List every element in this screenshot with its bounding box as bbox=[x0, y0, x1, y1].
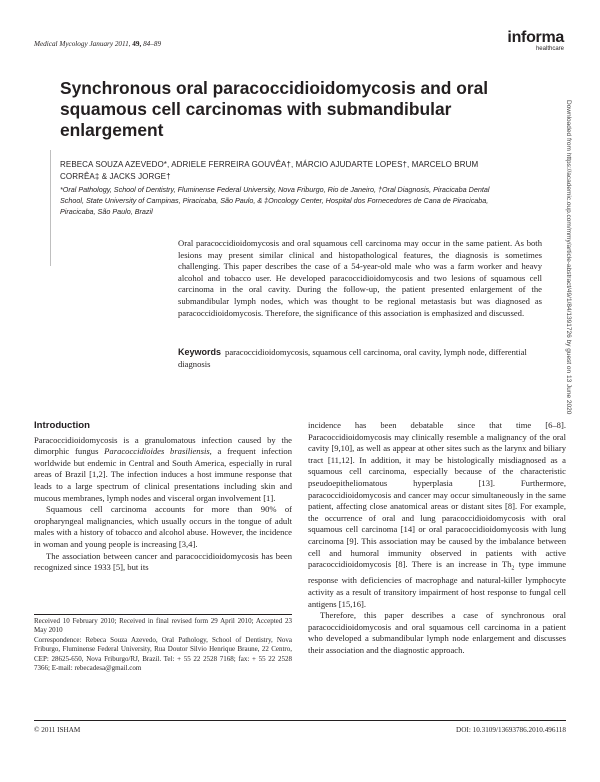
correspondence: Correspondence: Rebeca Souza Azevedo, Oral Pathology, School of Dentistry, Nova Friburgo, Fluminense Federal University, Rua Doutor Silvio Henrique Braune, 22 Centro, CEP: 28625-650, Nova Friburgo/RJ, Brazil. Tel: + 55 22 2528 7168; fax: + 55 22 2528 7366; E-mail: rebecadesa@gmail.com bbox=[34, 635, 292, 673]
author-list: REBECA SOUZA AZEVEDO*, ADRIELE FERREIRA GOUVÊA†, MÁRCIO AJUDARTE LOPES†, MARCELO BRUM CORRÊA‡ & JACKS JORGE† bbox=[60, 160, 479, 181]
keywords-label: Keywords bbox=[178, 347, 222, 357]
journal-name: Medical Mycology bbox=[34, 40, 88, 48]
section-heading-introduction: Introduction bbox=[34, 420, 90, 431]
paragraph: Paracoccidioidomycosis is a granulomatous infection caused by the dimorphic fungus Paracoccidioides brasiliensis, a frequent infection worldwide but endemic in Central and South America, especially in rural areas of Brazil [1,2]. The infection induces a host immune response that leads to a large spectrum of clinical presentations including skin and mucous membranes, lymph nodes and visceral organ involvement [1]. bbox=[34, 434, 292, 503]
footnotes bbox=[34, 617, 292, 673]
copyright: © 2011 ISHAM bbox=[34, 726, 81, 734]
paragraph: incidence has been debatable since that time [6–8]. Paracoccidioidomycosis may clinically resemble a malignancy of the oral cavity [9,10], as well as appear at other sites such as the larynx and biliary tract [11,12]. In addition, it may be histologically misdiagnosed as a squamous cell carcinoma, especially because of the characteristic pseudoepitheliomatous hyperplasia [13]. Furthermore, paracoccidioidomycosis and cancer may occur simultaneously in the same patient, affecting close anatomical areas or distant sites [8]. For example, the occurrence of oral and lung paracoccidioidomycosis with oral squamous cell carcinoma [14] or oral paracoccidioidomycosis with lung carcinoma [9]. This association may be caused by the imbalance between cell and humoral immunity observed in patients with active paracoccidioidomycosis [8]. There is an increase in $Th_2$ type immune response with deficiencies of macrophage and natural-killer lymphocyte activity as a result of transitory impairment of host response to fungal cell antigens [15,16]. bbox=[308, 420, 567, 609]
footer-divider bbox=[34, 720, 566, 721]
column-right bbox=[308, 420, 566, 657]
paragraph: Therefore, this paper describes a case of synchronous oral paracoccidioidomycosis and oral squamous cell carcinoma in a patient who developed a submandibular lymph node enlargement and discusses their association and the diagnostic approach. bbox=[308, 610, 566, 655]
publisher-logo bbox=[507, 30, 564, 53]
received-dates: Received 10 February 2010; Received in final revised form 29 April 2010; Accepted 23 May 2010 bbox=[34, 617, 292, 635]
notes-divider bbox=[34, 614, 292, 615]
divider-vertical bbox=[50, 150, 51, 266]
download-notice: Downloaded from https://academic.oup.com/mmy/article-abstract/49/1/84/1391726 by guest on 13 June 2020 bbox=[565, 100, 572, 415]
keywords-text: paracoccidioidomycosis, squamous cell carcinoma, oral cavity, lymph node, differential diagnosis bbox=[178, 347, 527, 369]
journal-pages: 84–89 bbox=[143, 40, 162, 48]
brand-name: informa bbox=[507, 29, 564, 46]
abstract: Oral paracoccidioidomycosis and oral squamous cell carcinoma may occur in the same patient. As both lesions may present similar clinical and histopathological features, the diagnosis is sometimes challenging. This paper describes the case of a 54-year-old male who was a farm worker and heavy alcohol and tobacco user. He developed paracoccidioidomycosis and two lesions of squamous cell carcinoma in the oral cavity. During the follow-up, the patient presented enlargement of the submandibular lymph nodes, which was thought to be regional metastasis but was diagnosed as paracoccidioidomycosis. Therefore, the significance of this association is emphasized and discussed. bbox=[178, 238, 542, 318]
column-left bbox=[34, 420, 292, 574]
species-name: Paracoccidioides brasiliensis bbox=[104, 446, 210, 457]
journal-date: January 2011, bbox=[89, 40, 131, 48]
brand-subtitle: healthcare bbox=[535, 46, 564, 52]
journal-citation bbox=[34, 40, 161, 48]
paragraph: Squamous cell carcinoma accounts for more than 90% of oropharyngeal malignancies, which usually occurs in the tongue of adult males with a history of tobacco and alcohol abuse. However, the incidence in woman and young people is increasing [3,4]. bbox=[34, 504, 292, 549]
affiliations: *Oral Pathology, School of Dentistry, Fluminense Federal University, Nova Friburgo, Rio de Janeiro, †Oral Diagnosis, Piracicaba Dental School, State University of Campinas, Piracicaba, São Paulo, & ‡Oncology Center, Hospital dos Fornecedores de Cana de Piracicaba, Piracicaba, São Paulo, Brazil bbox=[60, 185, 490, 217]
keywords bbox=[178, 347, 542, 370]
paragraph: The association between cancer and paracoccidioidomycosis has been recognized since 1933 [5], but its bbox=[34, 550, 292, 573]
journal-volume: 49, bbox=[132, 40, 142, 48]
doi: DOI: 10.3109/13693786.2010.496118 bbox=[456, 726, 566, 734]
article-title: Synchronous oral paracoccidioidomycosis and oral squamous cell carcinomas with submandibular enlargement bbox=[60, 78, 489, 140]
